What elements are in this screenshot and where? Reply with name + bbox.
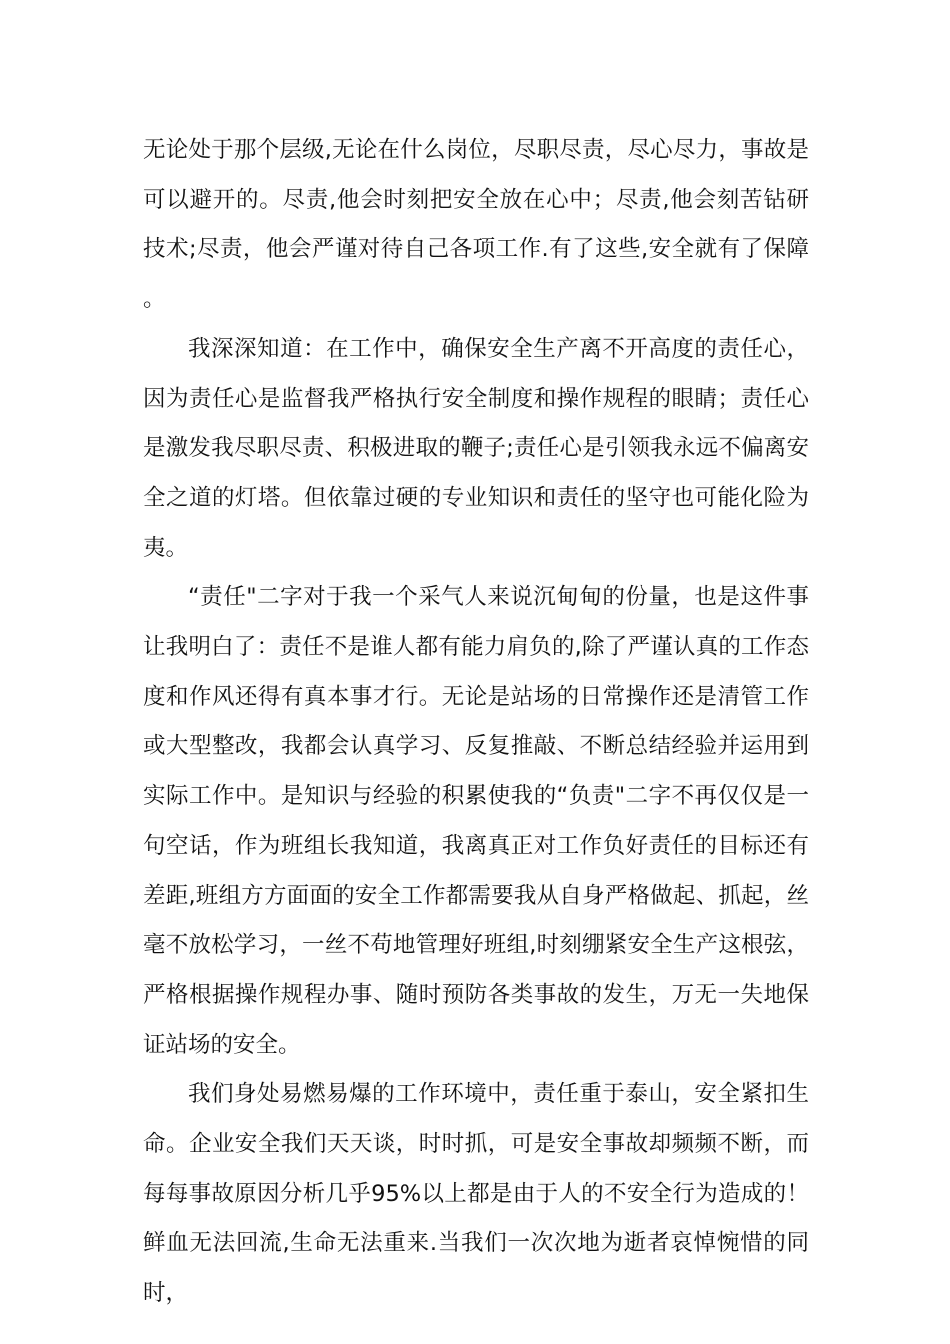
paragraph-safety-environment: 我们身处易燃易爆的工作环境中，责任重于泰山，安全紧扣生命。企业安全我们天天谈，时时抓，可是安全事故却频频不断，而每每事故原因分析几乎95%以上都是由于人的不安全行为造成的！鲜血无法回流,生命无法重来.当我们一次次地为逝者哀悼惋惜的同时， — [143, 1081, 809, 1307]
paragraph-responsibility: 我深深知道：在工作中，确保安全生产离不开高度的责任心，因为责任心是监督我严格执行安全制度和操作规程的眼睛；责任心是激发我尽职尽责、积极进取的鞭子;责任心是引领我永远不偏离安全之道的灯塔。但依靠过硬的专业知识和责任的坚守也可能化险为夷。 — [143, 335, 809, 561]
document-body — [143, 126, 809, 1319]
paragraph-continuation: 无论处于那个层级,无论在什么岗位，尽职尽责，尽心尽力，事故是可以避开的。尽责,他会时刻把安全放在心中；尽责,他会刻苦钻研技术;尽责，他会严谨对待自己各项工作.有了这些,安全就有了保障。 — [143, 137, 809, 313]
paragraph-gas-worker: “责任"二字对于我一个采气人来说沉甸甸的份量，也是这件事让我明白了：责任不是谁人都有能力肩负的,除了严谨认真的工作态度和作风还得有真本事才行。无论是站场的日常操作还是清管工作或大型整改，我都会认真学习、反复推敲、不断总结经验并运用到实际工作中。是知识与经验的积累使我的“负责"二字不再仅仅是一句空话，作为班组长我知道，我离真正对工作负好责任的目标还有差距,班组方方面面的安全工作都需要我从自身严格做起、抓起，丝毫不放松学习，一丝不苟地管理好班组,时刻绷紧安全生产这根弦，严格根据操作规程办事、随时预防各类事故的发生，万无一失地保证站场的安全。 — [143, 584, 809, 1058]
